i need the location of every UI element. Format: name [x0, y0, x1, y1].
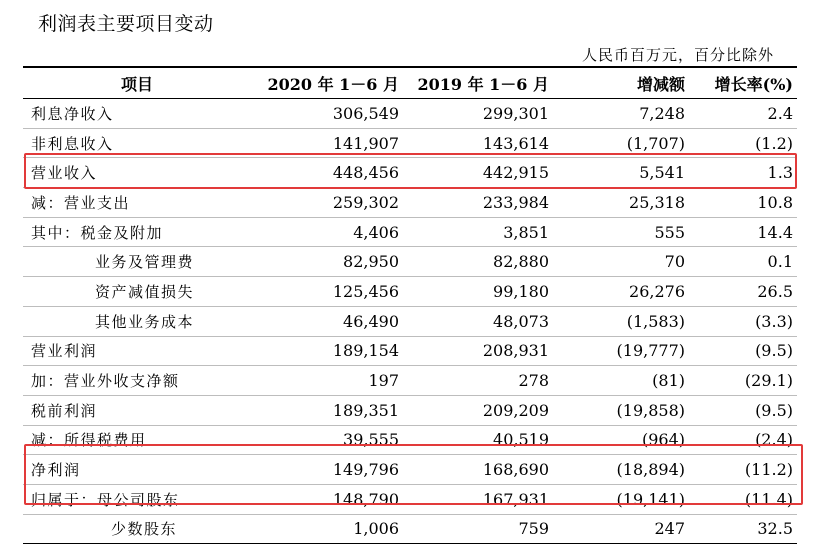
- table-row: [23, 99, 797, 129]
- cell-2019: 442,915: [403, 158, 553, 188]
- cell-2019: 99,180: [403, 277, 553, 307]
- table-header-row: [23, 67, 797, 99]
- table-row: [23, 306, 797, 336]
- cell-change: 5,541: [553, 158, 689, 188]
- cell-change: 25,318: [553, 188, 689, 218]
- cell-2020: 46,490: [251, 306, 403, 336]
- cell-change: (964): [553, 425, 689, 455]
- cell-change: 555: [553, 217, 689, 247]
- cell-2020: 39,555: [251, 425, 403, 455]
- cell-2020: 82,950: [251, 247, 403, 277]
- cell-2019: 82,880: [403, 247, 553, 277]
- cell-2020: 448,456: [251, 158, 403, 188]
- cell-change: 247: [553, 514, 689, 544]
- table-row: [23, 395, 797, 425]
- cell-rate: 14.4: [689, 217, 797, 247]
- cell-2019: 167,931: [403, 484, 553, 514]
- income-statement-table: [23, 66, 797, 544]
- row-label: 加：营业外收支净额: [23, 366, 251, 396]
- table-row: [23, 425, 797, 455]
- row-label: 税前利润: [23, 395, 251, 425]
- cell-2020: 125,456: [251, 277, 403, 307]
- cell-change: (19,858): [553, 395, 689, 425]
- row-label: 业务及管理费: [23, 247, 251, 277]
- header-2020-h1: 2020 年 1－6 月: [251, 67, 403, 99]
- cell-rate: (9.5): [689, 336, 797, 366]
- cell-change: 70: [553, 247, 689, 277]
- row-label: 非利息收入: [23, 128, 251, 158]
- cell-change: 26,276: [553, 277, 689, 307]
- row-label: 其中：税金及附加: [23, 217, 251, 247]
- header-change-amount: 增减额: [553, 67, 689, 99]
- cell-2019: 208,931: [403, 336, 553, 366]
- cell-2020: 141,907: [251, 128, 403, 158]
- page-title: 利润表主要项目变动: [38, 13, 214, 35]
- cell-2019: 299,301: [403, 99, 553, 129]
- row-label: 利息净收入: [23, 99, 251, 129]
- cell-rate: 1.3: [689, 158, 797, 188]
- cell-2019: 278: [403, 366, 553, 396]
- cell-2020: 197: [251, 366, 403, 396]
- cell-change: (1,707): [553, 128, 689, 158]
- cell-2020: 306,549: [251, 99, 403, 129]
- cell-rate: 2.4: [689, 99, 797, 129]
- cell-rate: (29.1): [689, 366, 797, 396]
- cell-2019: 233,984: [403, 188, 553, 218]
- cell-2020: 149,796: [251, 455, 403, 485]
- row-label: 减：所得税费用: [23, 425, 251, 455]
- cell-change: (18,894): [553, 455, 689, 485]
- cell-rate: 32.5: [689, 514, 797, 544]
- table-row: [23, 188, 797, 218]
- cell-rate: 0.1: [689, 247, 797, 277]
- table-row: [23, 158, 797, 188]
- row-label: 营业收入: [23, 158, 251, 188]
- cell-rate: (1.2): [689, 128, 797, 158]
- header-item: 项目: [23, 67, 251, 99]
- cell-rate: (9.5): [689, 395, 797, 425]
- cell-rate: 26.5: [689, 277, 797, 307]
- cell-2019: 3,851: [403, 217, 553, 247]
- cell-rate: (2.4): [689, 425, 797, 455]
- table-row: [23, 366, 797, 396]
- table-row: [23, 336, 797, 366]
- cell-2019: 40,519: [403, 425, 553, 455]
- table-row: [23, 247, 797, 277]
- cell-change: 7,248: [553, 99, 689, 129]
- cell-2019: 143,614: [403, 128, 553, 158]
- row-label: 归属于：母公司股东: [23, 484, 251, 514]
- unit-note: 人民币百万元，百分比除外: [581, 46, 774, 64]
- row-label: 营业利润: [23, 336, 251, 366]
- cell-2019: 759: [403, 514, 553, 544]
- cell-2019: 209,209: [403, 395, 553, 425]
- cell-change: (19,777): [553, 336, 689, 366]
- table-row: [23, 277, 797, 307]
- row-label: 净利润: [23, 455, 251, 485]
- cell-2020: 189,154: [251, 336, 403, 366]
- table-row: [23, 217, 797, 247]
- header-2019-h1: 2019 年 1－6 月: [403, 67, 553, 99]
- row-label: 减：营业支出: [23, 188, 251, 218]
- row-label: 其他业务成本: [23, 306, 251, 336]
- row-label: 少数股东: [23, 514, 251, 544]
- cell-change: (81): [553, 366, 689, 396]
- cell-rate: (11.2): [689, 455, 797, 485]
- cell-rate: 10.8: [689, 188, 797, 218]
- cell-2019: 48,073: [403, 306, 553, 336]
- cell-2020: 189,351: [251, 395, 403, 425]
- table-row: [23, 128, 797, 158]
- table-row: [23, 514, 797, 544]
- cell-rate: (11.4): [689, 484, 797, 514]
- row-label: 资产减值损失: [23, 277, 251, 307]
- cell-change: (1,583): [553, 306, 689, 336]
- cell-change: (19,141): [553, 484, 689, 514]
- table-row: [23, 455, 797, 485]
- cell-2020: 1,006: [251, 514, 403, 544]
- table-row: [23, 484, 797, 514]
- cell-2019: 168,690: [403, 455, 553, 485]
- cell-rate: (3.3): [689, 306, 797, 336]
- cell-2020: 259,302: [251, 188, 403, 218]
- cell-2020: 4,406: [251, 217, 403, 247]
- cell-2020: 148,790: [251, 484, 403, 514]
- header-growth-rate: 增长率(%): [689, 67, 797, 99]
